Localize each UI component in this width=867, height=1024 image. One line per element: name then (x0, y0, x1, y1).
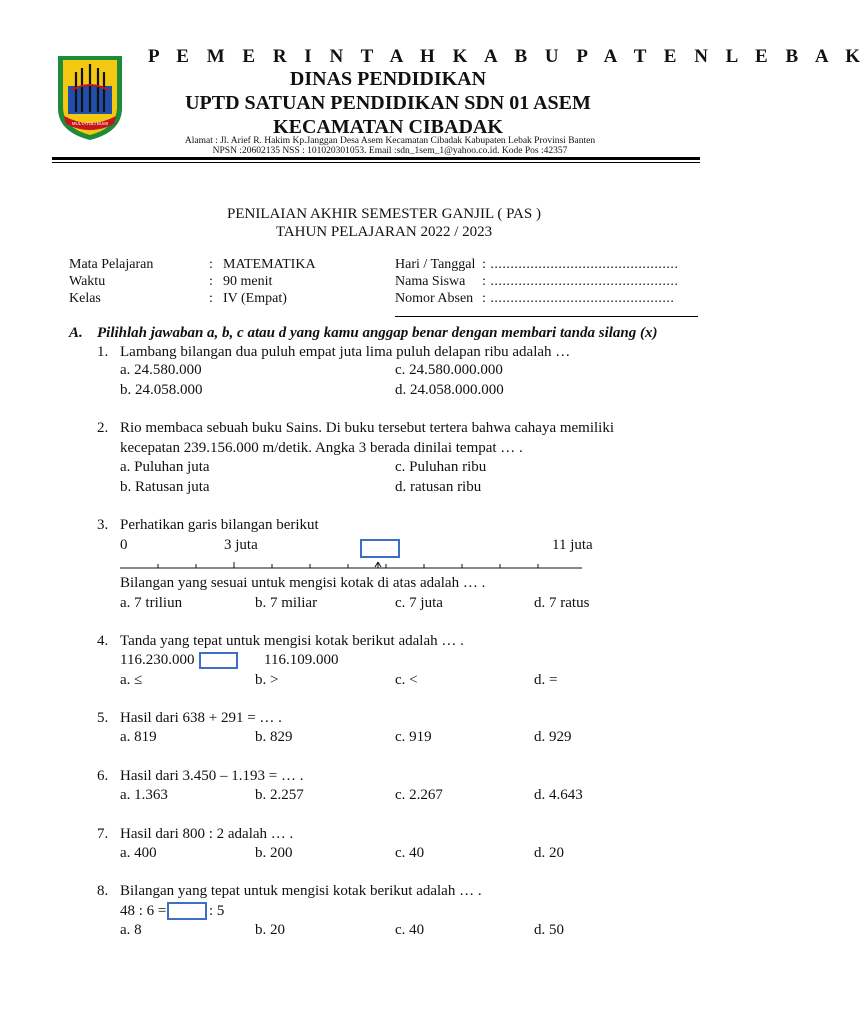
question-text: Lambang bilangan dua puluh empat juta lima puluh delapan ribu adalah … (120, 344, 571, 360)
section-instruction: Pilihlah jawaban a, b, c atau d yang kamu anggap benar dengan membari tanda silang (x) (97, 325, 658, 341)
option-b[interactable]: b. 2.257 (255, 787, 304, 803)
option-d[interactable]: d. = (534, 672, 558, 688)
option-d[interactable]: d. 20 (534, 845, 564, 861)
option-c[interactable]: c. < (395, 672, 418, 688)
option-b[interactable]: b. > (255, 672, 279, 688)
question-number: 1. (97, 344, 109, 360)
svg-text:MULTATULI BUMI: MULTATULI BUMI (71, 121, 109, 126)
option-b[interactable]: b. 24.058.000 (120, 382, 203, 398)
header-line-district: KECAMATAN CIBADAK (273, 116, 503, 138)
header-npsn-contact: NPSN :20602135 NSS : 101020301053. Email :sdn_1sem_1@yahoo.co.id. Kode Pos :42357 (212, 146, 568, 156)
question-number: 7. (97, 826, 109, 842)
time-colon: : (209, 274, 213, 289)
question-text: Perhatikan garis bilangan berikut (120, 517, 319, 533)
time-label: Waktu (69, 274, 106, 289)
lebak-regency-logo (52, 50, 128, 142)
option-c[interactable]: c. 919 (395, 729, 432, 745)
question-number: 3. (97, 517, 109, 533)
question-number: 2. (97, 420, 109, 436)
option-c[interactable]: c. 40 (395, 922, 425, 938)
class-colon: : (209, 291, 213, 306)
number-line (120, 562, 582, 574)
number-line-label-11-juta: 11 juta (552, 537, 593, 553)
question-number: 6. (97, 768, 109, 784)
time-value: 90 menit (223, 274, 273, 289)
class-value: IV (Empat) (223, 291, 287, 306)
answer-box[interactable] (167, 902, 207, 920)
comparison-left-value: 116.230.000 (120, 652, 195, 668)
option-d[interactable]: d. 7 ratus (534, 595, 590, 611)
question-text: Rio membaca sebuah buku Sains. Di buku tersebut tertera bahwa cahaya memiliki (120, 420, 615, 436)
date-label: Hari / Tanggal (395, 257, 476, 272)
question-number: 4. (97, 633, 109, 649)
option-b[interactable]: b. 200 (255, 845, 293, 861)
info-underline (395, 316, 698, 317)
exam-title: PENILAIAN AKHIR SEMESTER GANJIL ( PAS ) (227, 206, 541, 222)
student-name-field[interactable]: : ............................................... (482, 274, 679, 289)
answer-box[interactable] (199, 652, 238, 669)
answer-box[interactable] (360, 539, 400, 558)
header-address: Alamat : Jl. Arief R. Hakim Kp.Janggan Desa Asem Kecamatan Cibadak Kabupaten Lebak Provinsi Banten (184, 136, 596, 146)
subject-label: Mata Pelajaran (69, 257, 154, 272)
option-d[interactable]: d. 929 (534, 729, 572, 745)
option-c[interactable]: c. 2.267 (395, 787, 443, 803)
absen-number-field[interactable]: : .............................................. (482, 291, 675, 306)
option-d[interactable]: d. 24.058.000.000 (395, 382, 504, 398)
question-text: Hasil dari 800 : 2 adalah … . (120, 826, 294, 842)
option-a[interactable]: a. Puluhan juta (120, 459, 210, 475)
option-c[interactable]: c. 7 juta (395, 595, 443, 611)
number-line-label-3-juta: 3 juta (224, 537, 258, 553)
question-text: Hasil dari 638 + 291 = … . (120, 710, 282, 726)
option-c[interactable]: c. 40 (395, 845, 425, 861)
option-a[interactable]: a. 7 triliun (120, 595, 183, 611)
equation-right: : 5 (209, 903, 225, 919)
header-rule-thin (52, 162, 700, 163)
subject-colon: : (209, 257, 213, 272)
option-c[interactable]: c. 24.580.000.000 (395, 362, 503, 378)
option-b[interactable]: b. 7 miliar (255, 595, 318, 611)
question-text: Bilangan yang tepat untuk mengisi kotak berikut adalah … . (120, 883, 482, 899)
option-c[interactable]: c. Puluhan ribu (395, 459, 487, 475)
header-rule-thick (52, 157, 700, 160)
option-b[interactable]: b. Ratusan juta (120, 479, 210, 495)
option-d[interactable]: d. 50 (534, 922, 564, 938)
absen-number-label: Nomor Absen (395, 291, 474, 306)
question-text-continued: Bilangan yang sesuai untuk mengisi kotak di atas adalah … . (120, 575, 486, 591)
option-a[interactable]: a. 400 (120, 845, 157, 861)
question-text: Tanda yang tepat untuk mengisi kotak berikut adalah … . (120, 633, 464, 649)
question-number: 5. (97, 710, 109, 726)
option-a[interactable]: a. 819 (120, 729, 157, 745)
number-line-label-0: 0 (120, 537, 128, 553)
student-name-label: Nama Siswa (395, 274, 466, 289)
option-b[interactable]: b. 20 (255, 922, 285, 938)
date-field[interactable]: : ............................................... (482, 257, 679, 272)
exam-year: TAHUN PELAJARAN 2022 / 2023 (275, 224, 493, 240)
question-text: Hasil dari 3.450 – 1.193 = … . (120, 768, 304, 784)
option-a[interactable]: a. 24.580.000 (120, 362, 202, 378)
class-label: Kelas (69, 291, 101, 306)
header-line-school-unit: UPTD SATUAN PENDIDIKAN SDN 01 ASEM (185, 92, 591, 114)
question-text-continued: kecepatan 239.156.000 m/detik. Angka 3 berada dinilai tempat … . (120, 440, 523, 456)
comparison-right-value: 116.109.000 (264, 652, 339, 668)
equation-left: 48 : 6 = (120, 903, 167, 919)
option-a[interactable]: a. ≤ (120, 672, 143, 688)
question-number: 8. (97, 883, 109, 899)
header-line-agency: DINAS PENDIDIKAN (289, 68, 487, 90)
option-b[interactable]: b. 829 (255, 729, 293, 745)
section-letter: A. (69, 325, 83, 341)
subject-value: MATEMATIKA (223, 257, 316, 272)
option-a[interactable]: a. 1.363 (120, 787, 168, 803)
option-d[interactable]: d. ratusan ribu (395, 479, 482, 495)
option-d[interactable]: d. 4.643 (534, 787, 583, 803)
header-line-government: P E M E R I N T A H K A B U P A T E N L E B A K (148, 46, 867, 67)
option-a[interactable]: a. 8 (120, 922, 142, 938)
